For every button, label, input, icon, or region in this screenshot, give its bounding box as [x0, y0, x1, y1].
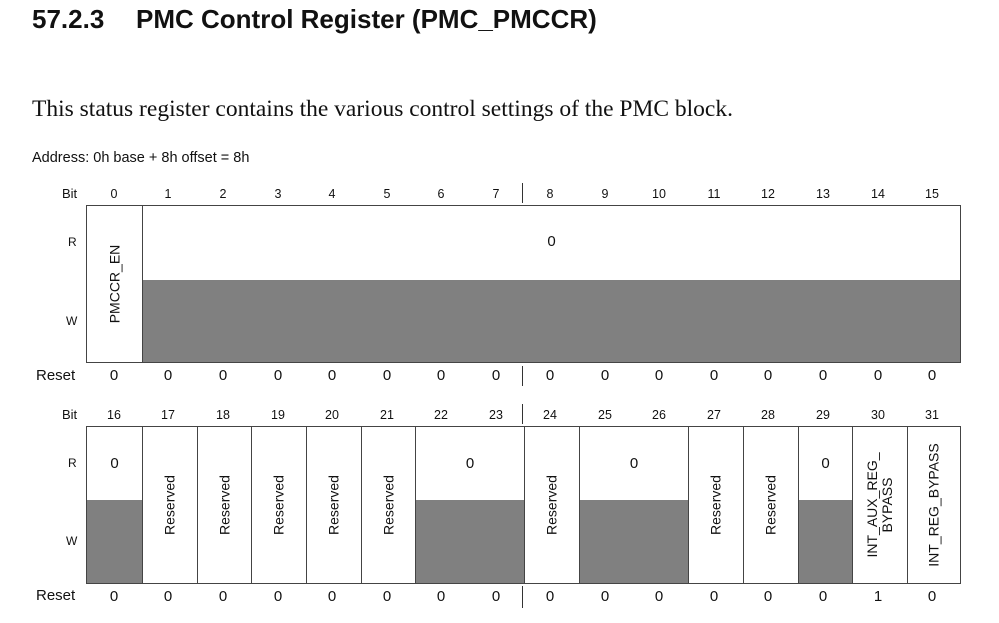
field-bits22-23 — [415, 427, 524, 583]
reset-value: 0 — [163, 588, 173, 605]
reset-value: 0 — [763, 588, 773, 605]
field-reserved — [251, 427, 306, 583]
bit-number: 2 — [219, 187, 227, 201]
reset-value: 0 — [436, 588, 446, 605]
field-label: Reserved — [270, 475, 287, 535]
bit-number: 14 — [871, 187, 885, 201]
byte-divider — [522, 366, 523, 386]
reset-value: 0 — [109, 367, 119, 384]
read-row-label: R — [68, 235, 77, 249]
field-label: Reserved — [380, 475, 396, 535]
bit-number: 6 — [437, 187, 445, 201]
bit-number: 21 — [380, 408, 394, 422]
bit-row-label: Bit — [62, 407, 78, 422]
bit-number: 1 — [164, 187, 172, 201]
reset-row-label: Reset — [36, 367, 76, 384]
bit-number: 4 — [328, 187, 336, 201]
reset-value: 1 — [873, 588, 883, 605]
field-reserved-upper — [142, 206, 960, 362]
field-label: PMCCR_EN — [106, 244, 122, 324]
reset-value: 0 — [163, 367, 173, 384]
field-label: Reserved — [216, 475, 232, 535]
bit-number: 13 — [816, 187, 830, 201]
reset-value: 0 — [709, 367, 719, 384]
reset-value: 0 — [109, 588, 119, 605]
write-only-shading — [580, 500, 688, 583]
section-title: PMC Control Register (PMC_PMCCR) — [136, 4, 597, 34]
reset-value: 0 — [763, 367, 773, 384]
bit-number: 25 — [598, 408, 612, 422]
reset-row-label: Reset — [36, 587, 76, 604]
field-label: Reserved — [325, 475, 342, 535]
reset-value: 0 — [436, 367, 446, 384]
field-read-value: 0 — [629, 455, 639, 472]
bit-number: 16 — [107, 408, 121, 422]
reset-value: 0 — [818, 367, 828, 384]
field-reserved — [197, 427, 251, 583]
bit-number: 23 — [489, 408, 503, 422]
field-int-reg-bypass — [907, 427, 960, 583]
bit-number: 5 — [383, 187, 391, 201]
reset-value: 0 — [709, 588, 719, 605]
bit-number: 9 — [601, 187, 609, 201]
bit-number: 11 — [707, 187, 721, 201]
byte-divider — [522, 404, 523, 424]
bit-number: 30 — [871, 408, 885, 422]
reset-value: 0 — [273, 367, 283, 384]
bit-number: 20 — [325, 408, 339, 422]
reset-value: 0 — [327, 367, 337, 384]
field-pmccr-en — [87, 206, 142, 362]
field-read-value: 0 — [821, 455, 830, 472]
read-row-label: R — [68, 456, 77, 470]
write-only-shading — [799, 500, 852, 583]
field-read-value: 0 — [465, 455, 475, 472]
reset-value: 0 — [600, 588, 610, 605]
bit-number: 22 — [434, 408, 448, 422]
write-row-label: W — [66, 534, 78, 548]
reset-value: 0 — [654, 588, 664, 605]
reset-value: 0 — [491, 367, 501, 384]
field-read-value: 0 — [110, 455, 119, 472]
bit-number: 8 — [546, 187, 554, 201]
bit-number: 28 — [761, 408, 775, 422]
register-description: This status register contains the various control settings of the PMC block. — [32, 96, 733, 122]
lower-register-box — [86, 426, 961, 584]
byte-divider — [522, 586, 523, 608]
reset-value: 0 — [218, 367, 228, 384]
bit-number: 24 — [543, 408, 557, 422]
write-row-label: W — [66, 314, 78, 328]
write-only-shading — [416, 500, 524, 583]
field-reserved — [743, 427, 798, 583]
write-only-shading — [143, 280, 960, 362]
field-read-value: 0 — [547, 233, 556, 250]
bit-number: 18 — [216, 408, 230, 422]
reset-value: 0 — [600, 367, 610, 384]
reset-value: 0 — [273, 588, 283, 605]
reset-value: 0 — [218, 588, 228, 605]
bit-number: 0 — [110, 187, 118, 201]
field-bit16 — [87, 427, 142, 583]
field-reserved — [361, 427, 415, 583]
reset-value: 0 — [927, 367, 937, 384]
field-label: Reserved — [161, 475, 178, 535]
bit-number: 29 — [816, 408, 830, 422]
field-reserved — [306, 427, 361, 583]
byte-divider — [522, 183, 523, 203]
field-bits25-26 — [579, 427, 688, 583]
section-number: 57.2.3 — [32, 4, 105, 34]
field-reserved — [524, 427, 579, 583]
reset-value: 0 — [545, 588, 555, 605]
field-bit29 — [798, 427, 852, 583]
bit-number: 7 — [492, 187, 500, 201]
bit-number: 19 — [271, 408, 285, 422]
section-heading — [32, 4, 597, 35]
field-label: INT_REG_BYPASS — [925, 443, 942, 567]
register-address: Address: 0h base + 8h offset = 8h — [32, 150, 250, 166]
field-label: Reserved — [707, 475, 724, 535]
field-reserved — [142, 427, 197, 583]
field-reserved — [688, 427, 743, 583]
bit-number: 26 — [652, 408, 666, 422]
reset-value: 0 — [818, 588, 828, 605]
bit-number: 12 — [761, 187, 775, 201]
reset-value: 0 — [491, 588, 501, 605]
bit-number: 15 — [925, 187, 939, 201]
field-label: INT_AUX_REG_ BYPASS — [864, 452, 895, 558]
bit-row-label: Bit — [62, 186, 78, 201]
bit-number: 31 — [925, 408, 939, 422]
bit-number: 17 — [161, 408, 175, 422]
bit-number: 3 — [274, 187, 282, 201]
reset-value: 0 — [545, 367, 555, 384]
bit-number: 27 — [707, 408, 721, 422]
reset-value: 0 — [927, 588, 937, 605]
reset-value: 0 — [382, 367, 392, 384]
bit-number: 10 — [652, 187, 666, 201]
field-label: Reserved — [762, 475, 779, 535]
reset-value: 0 — [873, 367, 883, 384]
field-int-aux-reg-bypass — [852, 427, 907, 583]
field-label: Reserved — [543, 475, 560, 535]
write-only-shading — [87, 500, 142, 583]
reset-value: 0 — [327, 588, 337, 605]
reset-value: 0 — [654, 367, 664, 384]
upper-register-box — [86, 205, 961, 363]
reset-value: 0 — [382, 588, 392, 605]
